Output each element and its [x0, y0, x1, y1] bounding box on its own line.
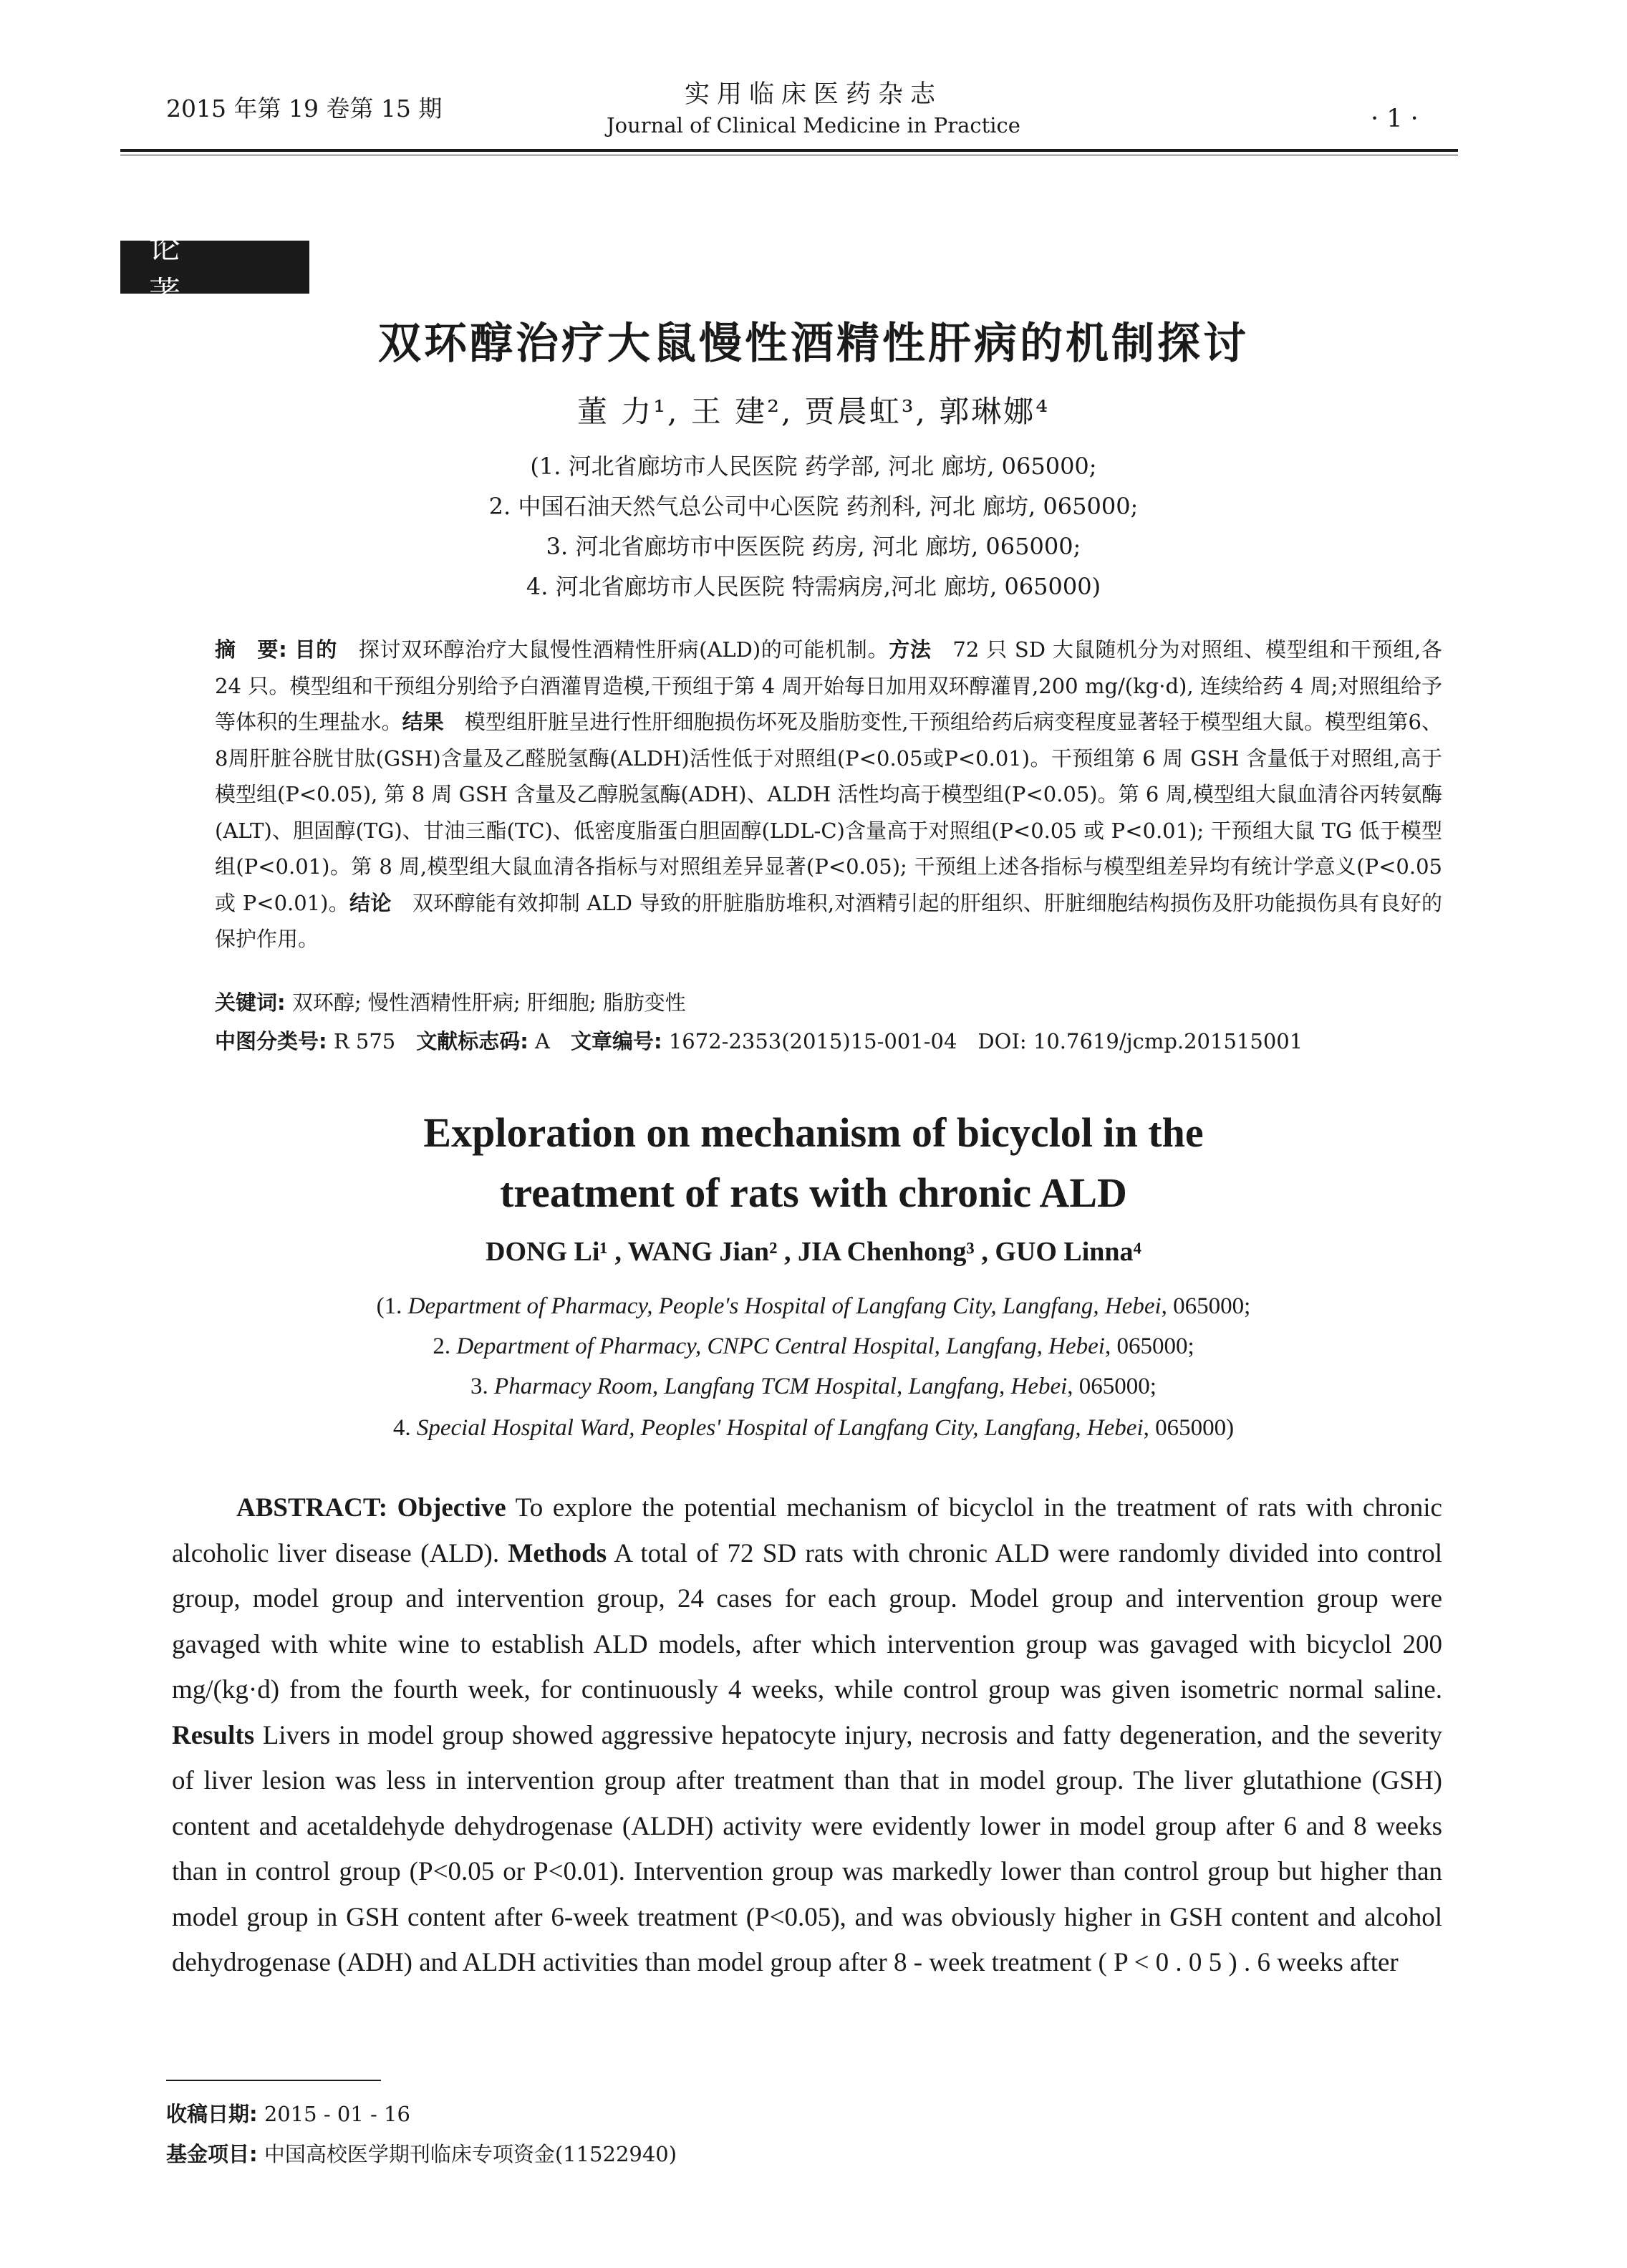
abstract-cn — [215, 632, 1442, 957]
abstract-cn-results-label: 结果 — [402, 710, 444, 734]
article-title-cn: 双环醇治疗大鼠慢性酒精性肝病的机制探讨 — [378, 319, 1249, 369]
affiliation-en-3-end: , 065000; — [1067, 1374, 1157, 1399]
keywords-label: 关键词: — [215, 990, 286, 1015]
affiliation-cn-4: 4. 河北省廊坊市人民医院 特需病房,河北 廊坊, 065000) — [526, 573, 1101, 600]
section-tag: 论 著 — [120, 241, 309, 294]
article-title-en — [0, 1103, 1627, 1223]
abstract-en-methods-label: Methods — [508, 1538, 607, 1568]
affiliation-en-1-num: (1. — [376, 1293, 408, 1319]
doc-code-label: 文献标志码: — [416, 1029, 528, 1053]
fund-project — [166, 2138, 677, 2168]
affiliation-cn-3: 3. 河北省廊坊市中医医院 药房, 河北 廊坊, 065000; — [546, 533, 1081, 560]
received-date — [166, 2098, 410, 2128]
abstract-cn-results: 模型组肝脏呈进行性肝细胞损伤坏死及脂肪变性,干预组给药后病变程度显著轻于模型组大鼠。模型组第6、8周肝脏谷胱甘肽(GSH)含量及乙醛脱氢酶(ALDH)活性低于对照组(P<0.05或P<0.01)。干预组第 6 周 GSH 含量低于对照组,高于模型组(P<0.05), 第 8 周 GSH 含量及乙醇脱氢酶(ADH)、ALDH 活性均高于模型组(P<0.05)。第 6 周,模型组大鼠血清谷丙转氨酶(ALT)、胆固醇(TG)、甘油三酯(TC)、低密度脂蛋白胆固醇(LDL-C)含量高于对照组(P<0.05 或 P<0.01); 干预组大鼠 TG 低于模型组(P<0.01)。第 8 周,模型组大鼠血清各指标与对照组差异显著(P<0.05); 干预组上述各指标与模型组差异均有统计学意义(P<0.05 或 P<0.01)。 — [215, 710, 1442, 915]
authors-cn: 董 力¹, 王 建², 贾晨虹³, 郭琳娜⁴ — [576, 394, 1051, 429]
fund-value: 中国高校医学期刊临床专项资金(11522940) — [257, 2142, 677, 2166]
affiliation-en-4-num: 4. — [392, 1415, 417, 1441]
abstract-cn-methods-label: 方法 — [889, 637, 932, 662]
clc-value: R 575 — [327, 1029, 417, 1053]
abstract-en-results-label: Results — [172, 1720, 255, 1750]
affiliation-cn-2: 2. 中国石油天然气总公司中心医院 药剂科, 河北 廊坊, 065000; — [488, 493, 1139, 520]
keywords-text: 双环醇; 慢性酒精性肝病; 肝细胞; 脂肪变性 — [285, 990, 686, 1015]
abstract-cn-label: 摘 要: 目的 — [215, 637, 337, 662]
fund-label: 基金项目: — [166, 2142, 258, 2166]
issue-info: 2015 年第 19 卷第 15 期 — [166, 95, 443, 122]
footnote-rule — [166, 2080, 381, 2081]
header-rule — [120, 149, 1458, 152]
affiliation-en-4-end: , 065000) — [1143, 1415, 1235, 1441]
affiliation-en-4-dept: Special Hospital Ward, Peoples' Hospital of Langfang City, Langfang, Hebei — [416, 1415, 1144, 1441]
journal-title-cn: 实用临床医药杂志 — [684, 80, 942, 109]
affiliation-en-2-dept: Department of Pharmacy, CNPC Central Hospital, Langfang, Hebei — [456, 1333, 1105, 1359]
received-label: 收稿日期: — [166, 2102, 258, 2126]
affiliation-en-1-end: , 065000; — [1161, 1293, 1251, 1319]
affiliation-en-3 — [0, 1374, 1627, 1400]
affiliation-cn-1: (1. 河北省廊坊市人民医院 药学部, 河北 廊坊, 065000; — [530, 453, 1097, 480]
journal-title-en: Journal of Clinical Medicine in Practice — [607, 113, 1020, 137]
received-value: 2015 - 01 - 16 — [257, 2102, 410, 2126]
page-number: · 1 · — [1371, 105, 1419, 133]
affiliation-en-3-dept: Pharmacy Room, Langfang TCM Hospital, Langfang, Hebei — [494, 1374, 1068, 1399]
affiliation-en-1 — [0, 1293, 1627, 1320]
affiliation-en-2-end: , 065000; — [1104, 1333, 1194, 1359]
abstract-cn-conclusion: 双环醇能有效抑制 ALD 导致的肝脏脂肪堆积,对酒精引起的肝组织、肝脏细胞结构损伤及肝功能损伤具有良好的保护作用。 — [215, 890, 1442, 951]
authors-en: DONG Li¹ , WANG Jian² , JIA Chenhong³ , GUO Linna⁴ — [486, 1237, 1141, 1267]
abstract-cn-conclusion-label: 结论 — [349, 890, 392, 915]
affiliation-en-3-num: 3. — [470, 1374, 495, 1399]
abstract-cn-objective: 探讨双环醇治疗大鼠慢性酒精性肝病(ALD)的可能机制。 — [337, 637, 889, 662]
article-title-en-line-2: treatment of rats with chronic ALD — [500, 1169, 1127, 1216]
clc-label: 中图分类号: — [215, 1029, 327, 1053]
keywords-cn — [215, 987, 1442, 1016]
abstract-en — [172, 1485, 1442, 1986]
article-number-value: 1672-2353(2015)15-001-04 DOI: 10.7619/jcmp.201515001 — [662, 1029, 1303, 1053]
abstract-en-methods: A total of 72 SD rats with chronic ALD were randomly divided into control group, model group and intervention group, 24 cases for each group. Model group and intervention group were gavaged with white wine to establish ALD models, after which intervention group was gavaged with bicyclol 200 mg/(kg·d) from the fourth week, for continuously 4 weeks, while control group was given isometric normal saline. — [172, 1538, 1442, 1704]
abstract-en-results: Livers in model group showed aggressive hepatocyte injury, necrosis and fatty degeneration, and the severity of liver lesion was less in intervention group after treatment than that in model group. The liver glutathione (GSH) content and acetaldehyde dehydrogenase (ALDH) activity were evidently lower in model group after 6 and 8 weeks than in control group (P<0.05 or P<0.01). Intervention group was markedly lower than control group but higher than model group in GSH content after 6-week treatment (P<0.05), and was obviously higher in GSH content and alcohol dehydrogenase (ADH) and ALDH activities than model group after 8 - week treatment ( P < 0 . 0 5 ) . 6 weeks after — [172, 1720, 1442, 1977]
article-title-en-line-1: Exploration on mechanism of bicyclol in the — [423, 1109, 1204, 1156]
abstract-en-objective: To explore the potential mechanism of bicyclol in the treatment of rats with chronic alcoholic liver disease (ALD). — [172, 1493, 1442, 1568]
affiliation-en-1-dept: Department of Pharmacy, People's Hospital of Langfang City, Langfang, Hebei — [407, 1293, 1162, 1319]
abstract-en-label: ABSTRACT: Objective — [236, 1493, 506, 1523]
classification-line — [215, 1026, 1442, 1055]
article-number-label: 文章编号: — [571, 1029, 662, 1053]
affiliation-en-4 — [0, 1415, 1627, 1442]
affiliation-en-2 — [0, 1333, 1627, 1360]
affiliation-en-2-num: 2. — [433, 1333, 457, 1359]
abstract-cn-methods: 72 只 SD 大鼠随机分为对照组、模型组和干预组,各 24 只。模型组和干预组分别给予白酒灌胃造模,干预组于第 4 周开始每日加用双环醇灌胃,200 mg/(kg·d), 连续给药 4 周;对照组给予等体积的生理盐水。 — [215, 637, 1442, 734]
doc-code-value: A — [528, 1029, 571, 1053]
